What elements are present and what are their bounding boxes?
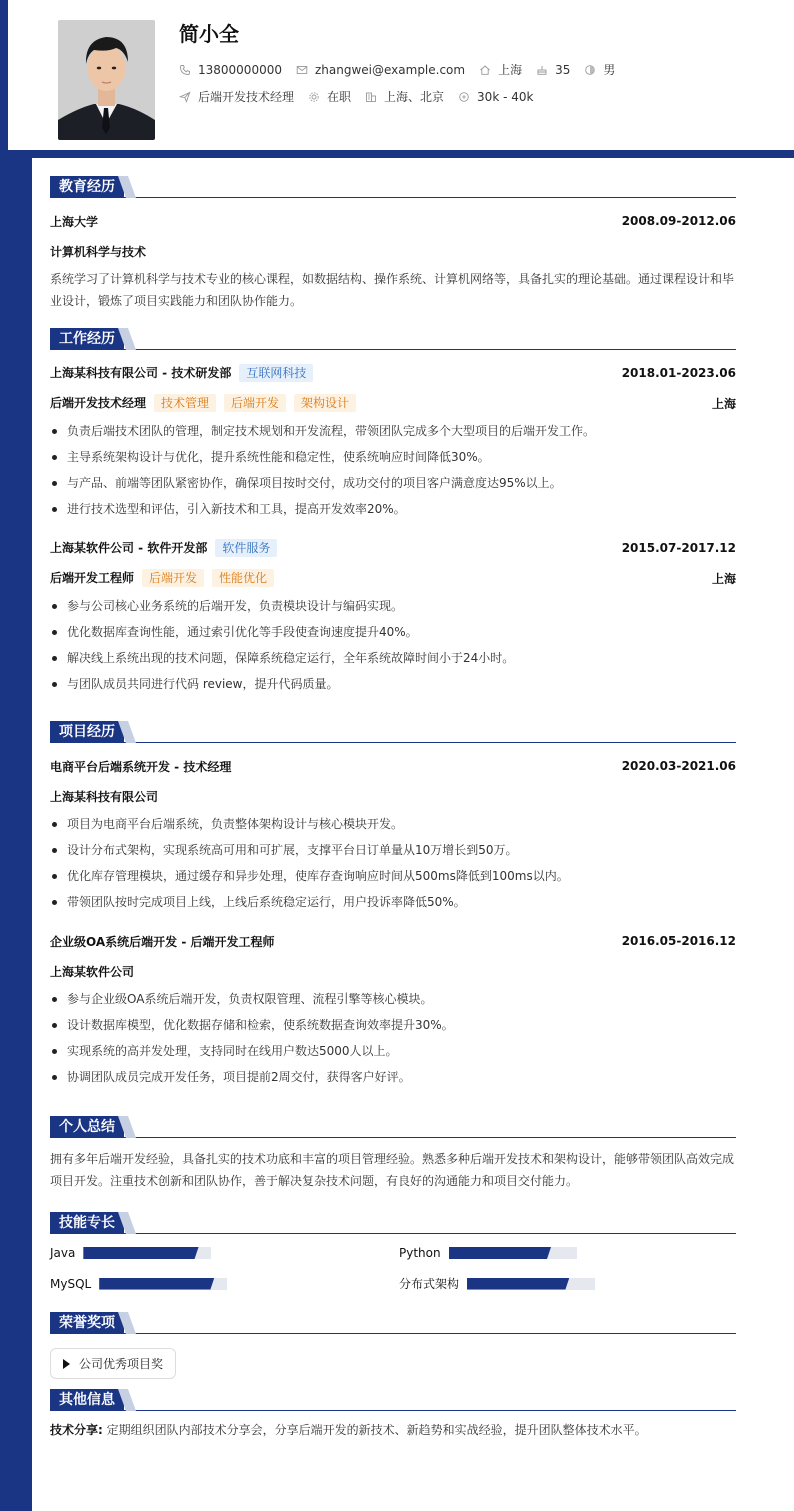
section-header — [50, 1212, 736, 1234]
section-title: 工作经历 — [50, 328, 124, 350]
skill-bar — [467, 1278, 595, 1290]
projects-section — [50, 721, 736, 1090]
skill-tag: 后端开发 — [224, 394, 286, 412]
industry-tag: 软件服务 — [215, 539, 277, 557]
skill-tag: 架构设计 — [294, 394, 356, 412]
target-city-item — [365, 88, 444, 105]
work-section — [50, 328, 736, 697]
project-name: 企业级OA系统后端开发 - 后端开发工程师 — [50, 934, 275, 949]
project-date: 2016.05-2016.12 — [621, 934, 736, 948]
money-icon — [458, 91, 470, 103]
project-entry — [50, 751, 736, 915]
list-item: 与团队成员共同进行代码 review，提升代码质量。 — [50, 671, 736, 697]
school-name: 上海大学 — [50, 214, 99, 229]
work-bullets — [50, 418, 736, 522]
list-item: 参与公司核心业务系统的后端开发，负责模块设计与编码实现。 — [50, 593, 736, 619]
work-date: 2015.07-2017.12 — [621, 541, 736, 555]
work-company-row — [50, 533, 736, 563]
industry-tag: 互联网科技 — [239, 364, 313, 382]
list-item: 带领团队按时完成项目上线，上线后系统稳定运行，用户投诉率降低50%。 — [50, 889, 736, 915]
phone-number: 13800000000 — [198, 62, 282, 77]
work-company: 上海某科技有限公司 - 技术研发部 互联网科技 — [50, 364, 313, 382]
section-title: 个人总结 — [50, 1116, 124, 1138]
project-bullets — [50, 811, 736, 915]
work-entry — [50, 358, 736, 522]
section-title: 技能专长 — [50, 1212, 124, 1234]
work-title: 后端开发工程师 后端开发 性能优化 — [50, 569, 274, 587]
list-item: 参与企业级OA系统后端开发，负责权限管理、流程引擎等核心模块。 — [50, 986, 736, 1012]
skill-name: 分布式架构 — [399, 1277, 460, 1291]
education-section — [50, 176, 736, 312]
section-header — [50, 1312, 736, 1334]
work-company-row — [50, 358, 736, 388]
work-location: 上海 — [711, 571, 736, 586]
skill-tag: 后端开发 — [142, 569, 204, 587]
summary-text: 拥有多年后端开发经验，具备扎实的技术功底和丰富的项目管理经验。熟悉多种后端开发技术和架构设计，能够带领团队高效完成项目开发。注重技术创新和团队协作，善于解决复杂技术问题，有良好的沟通能力和项目交付能力。 — [50, 1152, 735, 1188]
list-item: 优化库存管理模块，通过缓存和异步处理，使库存查询响应时间从500ms降低到100ms以内。 — [50, 863, 736, 889]
candidate-name: 简小全 — [179, 22, 239, 46]
project-company: 上海某软件公司 — [50, 964, 135, 979]
project-date: 2020.03-2021.06 — [621, 759, 736, 773]
skills-grid — [50, 1246, 736, 1292]
section-header — [50, 328, 736, 350]
gender-icon — [584, 64, 596, 76]
work-title-row — [50, 563, 736, 593]
award-toggle-button[interactable] — [50, 1348, 176, 1379]
work-title: 后端开发技术经理 技术管理 后端开发 架构设计 — [50, 394, 356, 412]
salary-value: 30k - 40k — [477, 89, 534, 104]
list-item: 协调团队成员完成开发任务，项目提前2周交付，获得客户好评。 — [50, 1064, 736, 1090]
home-icon — [479, 64, 491, 76]
skill-name: Python — [399, 1246, 441, 1260]
list-item: 设计分布式架构，实现系统高可用和可扩展，支撑平台日订单量从10万增长到50万。 — [50, 837, 736, 863]
position-value: 后端开发技术经理 — [198, 90, 295, 104]
list-item: 优化数据库查询性能，通过索引优化等手段使查询速度提升40%。 — [50, 619, 736, 645]
status-item — [308, 88, 351, 105]
job-intent-row — [179, 88, 547, 105]
left-frame-panel — [0, 150, 32, 1511]
list-item: 负责后端技术团队的管理，制定技术规划和开发流程，带领团队完成多个大型项目的后端开发工作。 — [50, 418, 736, 444]
list-item: 项目为电商平台后端系统，负责整体架构设计与核心模块开发。 — [50, 811, 736, 837]
project-name: 电商平台后端系统开发 - 技术经理 — [50, 759, 232, 774]
others-text — [50, 1419, 736, 1441]
expand-triangle-icon — [63, 1359, 70, 1369]
skill-item — [399, 1275, 736, 1292]
section-title: 教育经历 — [50, 176, 124, 198]
major-row — [50, 236, 736, 266]
work-bullets — [50, 593, 736, 697]
skill-bar — [83, 1247, 211, 1259]
resume-header — [8, 0, 794, 150]
section-title: 荣誉奖项 — [50, 1312, 124, 1334]
skill-item — [50, 1275, 399, 1292]
summary-section — [50, 1116, 736, 1192]
project-bullets — [50, 986, 736, 1090]
list-item: 解决线上系统出现的技术问题，保障系统稳定运行，全年系统故障时间小于24小时。 — [50, 645, 736, 671]
project-entry — [50, 926, 736, 1090]
others-label: 技术分享: — [50, 1423, 103, 1437]
section-header — [50, 176, 736, 198]
section-header — [50, 1389, 736, 1411]
honors-section — [50, 1312, 736, 1379]
building-icon — [365, 91, 377, 103]
skill-bar-fill — [83, 1247, 198, 1259]
list-item: 主导系统架构设计与优化，提升系统性能和稳定性，使系统响应时间降低30%。 — [50, 444, 736, 470]
section-header — [50, 721, 736, 743]
cake-icon — [536, 64, 548, 76]
skill-item — [399, 1246, 736, 1260]
city-value: 上海 — [498, 63, 523, 77]
profile-photo — [58, 20, 155, 140]
major-name: 计算机科学与技术 — [50, 244, 147, 259]
skill-bar — [99, 1278, 227, 1290]
gender-item — [584, 61, 615, 78]
work-location: 上海 — [711, 396, 736, 411]
education-row — [50, 206, 736, 236]
list-item: 与产品、前端等团队紧密协作，确保项目按时交付，成功交付的项目客户满意度达95%以上。 — [50, 470, 736, 496]
city-item — [479, 61, 522, 78]
project-company-row — [50, 781, 736, 811]
skill-tag: 性能优化 — [212, 569, 274, 587]
list-item: 进行技术选型和评估，引入新技术和工具，提高开发效率20%。 — [50, 496, 736, 522]
award-label: 公司优秀项目奖 — [79, 1357, 164, 1371]
settings-icon — [308, 91, 320, 103]
skills-section — [50, 1212, 736, 1292]
send-icon — [179, 91, 191, 103]
others-section — [50, 1389, 736, 1441]
section-header — [50, 1116, 736, 1138]
header-divider-bar — [8, 150, 794, 158]
mail-icon — [296, 64, 308, 76]
skill-bar — [449, 1247, 577, 1259]
list-item: 设计数据库模型，优化数据存储和检索，使系统数据查询效率提升30%。 — [50, 1012, 736, 1038]
education-date: 2008.09-2012.06 — [621, 214, 736, 228]
position-item — [179, 88, 294, 105]
work-entry — [50, 533, 736, 697]
others-description: 定期组织团队内部技术分享会，分享后端开发的新技术、新趋势和实战经验，提升团队整体技术水平。 — [106, 1423, 647, 1437]
target-city-value: 上海、北京 — [384, 90, 445, 104]
email-address: zhangwei@example.com — [314, 62, 466, 77]
salary-item — [458, 90, 533, 104]
skill-bar-fill — [99, 1278, 214, 1290]
work-date: 2018.01-2023.06 — [621, 366, 736, 380]
list-item: 实现系统的高并发处理，支持同时在线用户数达5000人以上。 — [50, 1038, 736, 1064]
work-title-row — [50, 388, 736, 418]
email-item — [296, 63, 465, 77]
skill-tag: 技术管理 — [154, 394, 216, 412]
project-name-row — [50, 926, 736, 956]
section-title: 其他信息 — [50, 1389, 124, 1411]
project-name-row — [50, 751, 736, 781]
phone-icon — [179, 64, 191, 76]
age-value: 35 — [555, 62, 571, 77]
skill-bar-fill — [449, 1247, 551, 1259]
project-company-row — [50, 956, 736, 986]
skill-name: Java — [50, 1246, 76, 1260]
age-item — [536, 63, 570, 77]
resume-content — [50, 176, 736, 1441]
phone-item — [179, 63, 282, 77]
section-title: 项目经历 — [50, 721, 124, 743]
project-company: 上海某科技有限公司 — [50, 789, 159, 804]
skill-item — [50, 1246, 399, 1260]
skill-name: MySQL — [50, 1276, 92, 1291]
skill-bar-fill — [467, 1278, 569, 1290]
work-company: 上海某软件公司 - 软件开发部 软件服务 — [50, 539, 277, 557]
status-value: 在职 — [327, 90, 352, 104]
contact-row — [179, 61, 629, 78]
gender-value: 男 — [603, 63, 616, 77]
education-description: 系统学习了计算机科学与技术专业的核心课程，如数据结构、操作系统、计算机网络等，具备扎实的理论基础。通过课程设计和毕业设计，锻炼了项目实践能力和团队协作能力。 — [50, 272, 735, 308]
